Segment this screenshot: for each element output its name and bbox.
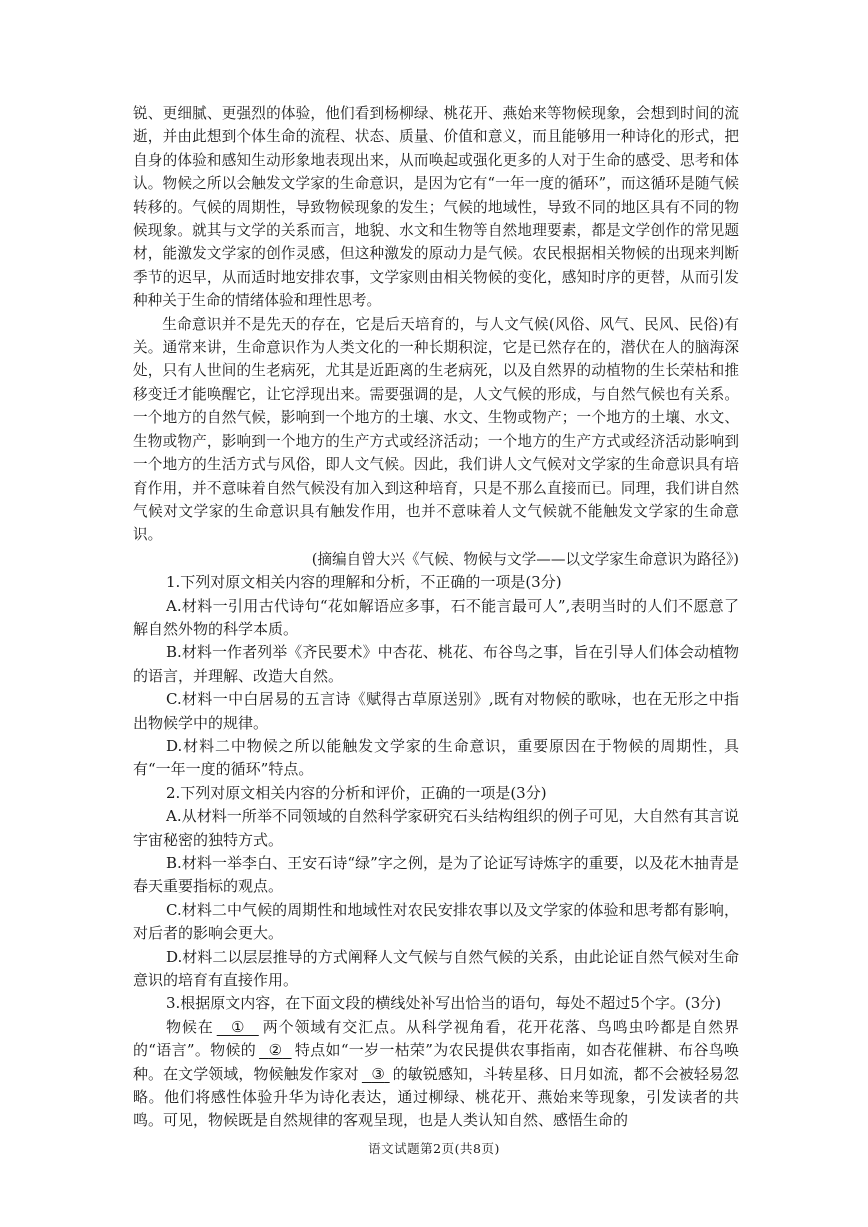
exam-page-body <box>133 102 739 1133</box>
blank-3-number: ③ <box>371 1064 385 1083</box>
blank-3[interactable] <box>359 1063 393 1086</box>
fill-text-4: 的敏锐感知，斗转星移、日月如流，都不会被轻易忽略。他们将感性体验升华为诗化表达，通过柳绿、桃花开、燕始来等现象，引发读者的共鸣。可见，物候既是自然规律的客观呈现，也是人类认知自然、感悟生命的 <box>133 1064 739 1130</box>
fill-text-1: 物候在 <box>166 1017 214 1036</box>
option-c: C.材料二中气候的周期性和地域性对农民安排农事以及文学家的体验和思考都有影响，对后者的影响会更大。 <box>133 900 739 943</box>
question-stem: 2.下列对原文相关内容的分析和评价，正确的一项是(3分) <box>166 783 547 802</box>
question-2 <box>133 782 739 993</box>
blank-2-number: ② <box>268 1041 283 1060</box>
fill-text-2: 两个领域有交汇点。从科学视角看，花开花落、鸟鸣虫吟都是自然界的“语言”。物候的 <box>133 1017 739 1060</box>
blank-1[interactable] <box>214 1016 262 1039</box>
fill-text-3: 特点如“一岁一枯荣”为农民提供农事指南，如杏花催耕、布谷鸟唤种。在文学领域，物候触发作家对 <box>133 1041 739 1083</box>
blank-2[interactable] <box>256 1039 295 1062</box>
blank-1-number: ① <box>231 1017 245 1036</box>
passage-paragraph-1: 锐、更细腻、更强烈的体验，他们看到杨柳绿、桃花开、燕始来等物候现象，会想到时间的流逝，并由此想到个体生命的流程、状态、质量、价值和意义，而且能够用一种诗化的形式，把自身的体验和感知生动形象地表现出来，从而唤起或强化更多的人对于生命的感受、思考和体认。物候之所以会触发文学家的生命意识，是因为它有“一年一度的循环”，而这循环是随气候转移的。气候的周期性，导致物候现象的发生；气候的地域性，导致不同的地区具有不同的物候现象。就其与文学的关系而言，地貌、水文和生物等自然地理要素，都是文学创作的常见题材，能激发文学家的创作灵感，但这种激发的原动力是气候。农民根据相关物候的出现来判断季节的迟早，从而适时地安排农事，文学家则由相关物候的变化，感知时序的更替，从而引发种种关于生命的情绪体验和理性思考。 <box>133 105 739 310</box>
option-a: A.材料一引用古代诗句“花如解语应多事，石不能言最可人”,表明当时的人们不愿意了解自然外物的科学本质。 <box>133 596 739 638</box>
question-3 <box>133 992 739 1132</box>
passage-paragraph-2: 生命意识并不是先天的存在，它是后天培育的，与人文气候(风俗、风气、民风、民俗)有关。通常来讲，生命意识作为人类文化的一种长期积淀，它是已然存在的，潜伏在人的脑海深处，只有人世间的生老病死，尤其是近距离的生老病死，以及自然界的动植物的生长荣枯和推移变迁才能唤醒它，让它浮现出来。需要强调的是，人文气候的形成，与自然气候也有关系。一个地方的自然气候，影响到一个地方的土壤、水文、生物或物产；一个地方的土壤、水文、生物或物产，影响到一个地方的生产方式或经济活动；一个地方的生产方式或经济活动影响到一个地方的生活方式与风俗，即人文气候。因此，我们讲人文气候对文学家的生命意识具有培育作用，并不意味着自然气候没有加入到这种培育，只是不那么直接而已。同理，我们讲自然气候对文学家的生命意识具有触发作用，也并不意味着人文气候就不能触发文学家的生命意识。 <box>133 315 739 544</box>
question-1 <box>133 571 739 782</box>
option-a: A.从材料一所举不同领域的自然科学家研究石头结构组织的例子可见，大自然有其言说宇宙秘密的独特方式。 <box>133 807 739 849</box>
option-d: D.材料二中物候之所以能触发文学家的生命意识，重要原因在于物候的周期性，具有“一年一度的循环”特点。 <box>133 736 739 779</box>
passage-source: (摘编自曾大兴《气候、物候与文学——以文学家生命意识为路径》) <box>311 550 739 568</box>
option-b: B.材料一举李白、王安石诗“绿”字之例，是为了论证写诗炼字的重要，以及花木抽青是春天重要指标的观点。 <box>133 854 739 896</box>
option-c: C.材料一中白居易的五言诗《赋得古草原送别》,既有对物候的歌咏，也在无形之中指出物候学中的规律。 <box>133 690 739 732</box>
question-stem: 1.下列对原文相关内容的理解和分析，不正确的一项是(3分) <box>166 573 562 592</box>
fill-in-passage <box>133 1016 739 1133</box>
page-footer: 语文试题第2页(共8页) <box>368 1141 500 1156</box>
option-b: B.材料一作者列举《齐民要术》中杏花、桃花、布谷鸟之事，旨在引导人们体会动植物的语言，并理解、改造大自然。 <box>133 643 739 685</box>
question-stem: 3.根据原文内容，在下面文段的横线处补写出恰当的语句，每处不超过5个字。(3分) <box>166 994 722 1013</box>
option-d: D.材料二以层层推导的方式阐释人文气候与自然气候的关系，由此论证自然气候对生命意识的培育有直接作用。 <box>133 947 739 990</box>
